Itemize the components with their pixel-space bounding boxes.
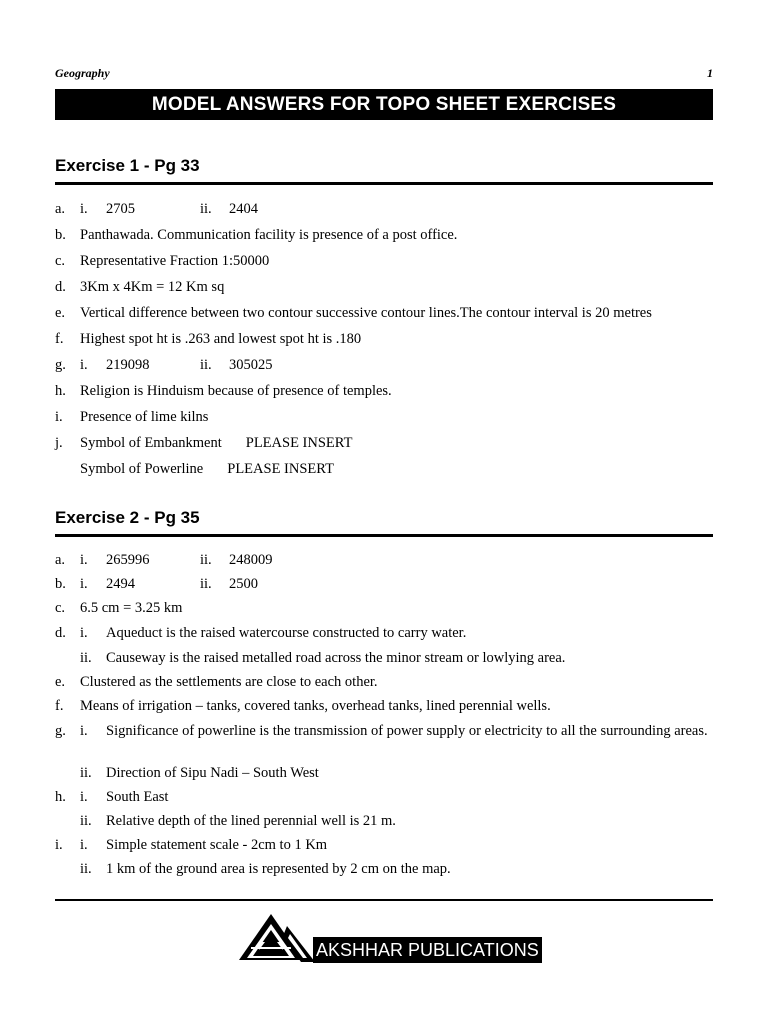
- answer-text: Panthawada. Communication facility is presence of a post office.: [80, 227, 458, 243]
- item-label: c.: [55, 253, 66, 269]
- running-head: [55, 66, 713, 81]
- page-title: MODEL ANSWERS FOR TOPO SHEET EXERCISES: [55, 89, 713, 120]
- sub-label: ii.: [200, 357, 212, 373]
- publisher-name: AKSHHAR PUBLICATIONS: [313, 937, 542, 963]
- item-label: i.: [55, 837, 63, 853]
- answer-text: Direction of Sipu Nadi – South West: [106, 765, 319, 781]
- item-label: c.: [55, 600, 66, 616]
- sub-label: i.: [80, 552, 88, 568]
- answer-text: Simple statement scale - 2cm to 1 Km: [106, 837, 328, 853]
- footer-divider: [55, 899, 713, 901]
- sub-label: i.: [80, 723, 88, 739]
- subject-label: Geography: [55, 66, 110, 80]
- sub-label: ii.: [80, 813, 92, 829]
- answer-text: Means of irrigation – tanks, covered tanks, overhead tanks, lined perennial wells.: [80, 698, 551, 714]
- sub-label: ii.: [80, 861, 92, 877]
- item-label: b.: [55, 227, 66, 243]
- sub-label: i.: [80, 789, 88, 805]
- answer-value: 2404: [229, 201, 258, 217]
- item-label: f.: [55, 698, 64, 714]
- page-number: 1: [707, 66, 713, 80]
- answer-value: 265996: [106, 552, 150, 568]
- answer-text: Representative Fraction 1:50000: [80, 253, 270, 269]
- item-label: a.: [55, 201, 66, 217]
- answer-text: Presence of lime kilns: [80, 409, 209, 425]
- item-label: j.: [55, 435, 63, 451]
- symbol-powerline-label: Symbol of Powerline: [80, 461, 204, 477]
- sub-label: i.: [80, 357, 88, 373]
- answer-value: 2494: [106, 576, 135, 592]
- answer-text: South East: [106, 789, 169, 805]
- item-label: e.: [55, 305, 66, 321]
- answer-text: Clustered as the settlements are close to each other.: [80, 674, 378, 690]
- sub-label: ii.: [200, 576, 212, 592]
- answer-text: 1 km of the ground area is represented by 2 cm on the map.: [106, 861, 451, 877]
- insert-note: PLEASE INSERT: [245, 435, 353, 451]
- item-label: h.: [55, 383, 66, 399]
- sub-label: ii.: [200, 201, 212, 217]
- publisher-logo-icon: [237, 912, 317, 964]
- item-label: h.: [55, 789, 66, 805]
- sub-label: i.: [80, 625, 88, 641]
- sub-label: i.: [80, 201, 88, 217]
- answer-text: Religion is Hinduism because of presence of temples.: [80, 383, 392, 399]
- answer-value: 305025: [229, 357, 273, 373]
- answer-text: 6.5 cm = 3.25 km: [80, 600, 183, 616]
- exercise-1-heading: Exercise 1 - Pg 33: [55, 156, 713, 185]
- answer-text: Relative depth of the lined perennial well is 21 m.: [106, 813, 396, 829]
- answer-text: Significance of powerline is the transmission of power supply or electricity to all the surrounding areas.: [106, 723, 708, 739]
- answer-value: 219098: [106, 357, 150, 373]
- answer-text: [80, 434, 713, 452]
- answer-text: [80, 460, 713, 478]
- answer-text: 3Km x 4Km = 12 Km sq: [80, 279, 225, 295]
- sub-label: i.: [80, 576, 88, 592]
- item-label: f.: [55, 331, 64, 347]
- item-label: a.: [55, 552, 66, 568]
- symbol-embankment-label: Symbol of Embankment: [80, 435, 222, 451]
- item-label: e.: [55, 674, 66, 690]
- item-label: g.: [55, 357, 66, 373]
- item-label: i.: [55, 409, 63, 425]
- sub-label: ii.: [200, 552, 212, 568]
- answer-text: Vertical difference between two contour successive contour lines.The contour interval is 20 metres: [80, 305, 652, 321]
- answer-value: 2705: [106, 201, 135, 217]
- item-label: d.: [55, 279, 66, 295]
- answer-text: Aqueduct is the raised watercourse constructed to carry water.: [106, 625, 467, 641]
- sub-label: ii.: [80, 650, 92, 666]
- item-label: g.: [55, 723, 66, 739]
- insert-note: PLEASE INSERT: [227, 461, 334, 477]
- answer-value: 2500: [229, 576, 258, 592]
- answer-text: Highest spot ht is .263 and lowest spot ht is .180: [80, 331, 362, 347]
- answer-text: Causeway is the raised metalled road across the minor stream or lowlying area.: [106, 650, 566, 666]
- exercise-2-heading: Exercise 2 - Pg 35: [55, 508, 713, 537]
- answer-value: 248009: [229, 552, 273, 568]
- sub-label: i.: [80, 837, 88, 853]
- sub-label: ii.: [80, 765, 92, 781]
- item-label: d.: [55, 625, 66, 641]
- item-label: b.: [55, 576, 66, 592]
